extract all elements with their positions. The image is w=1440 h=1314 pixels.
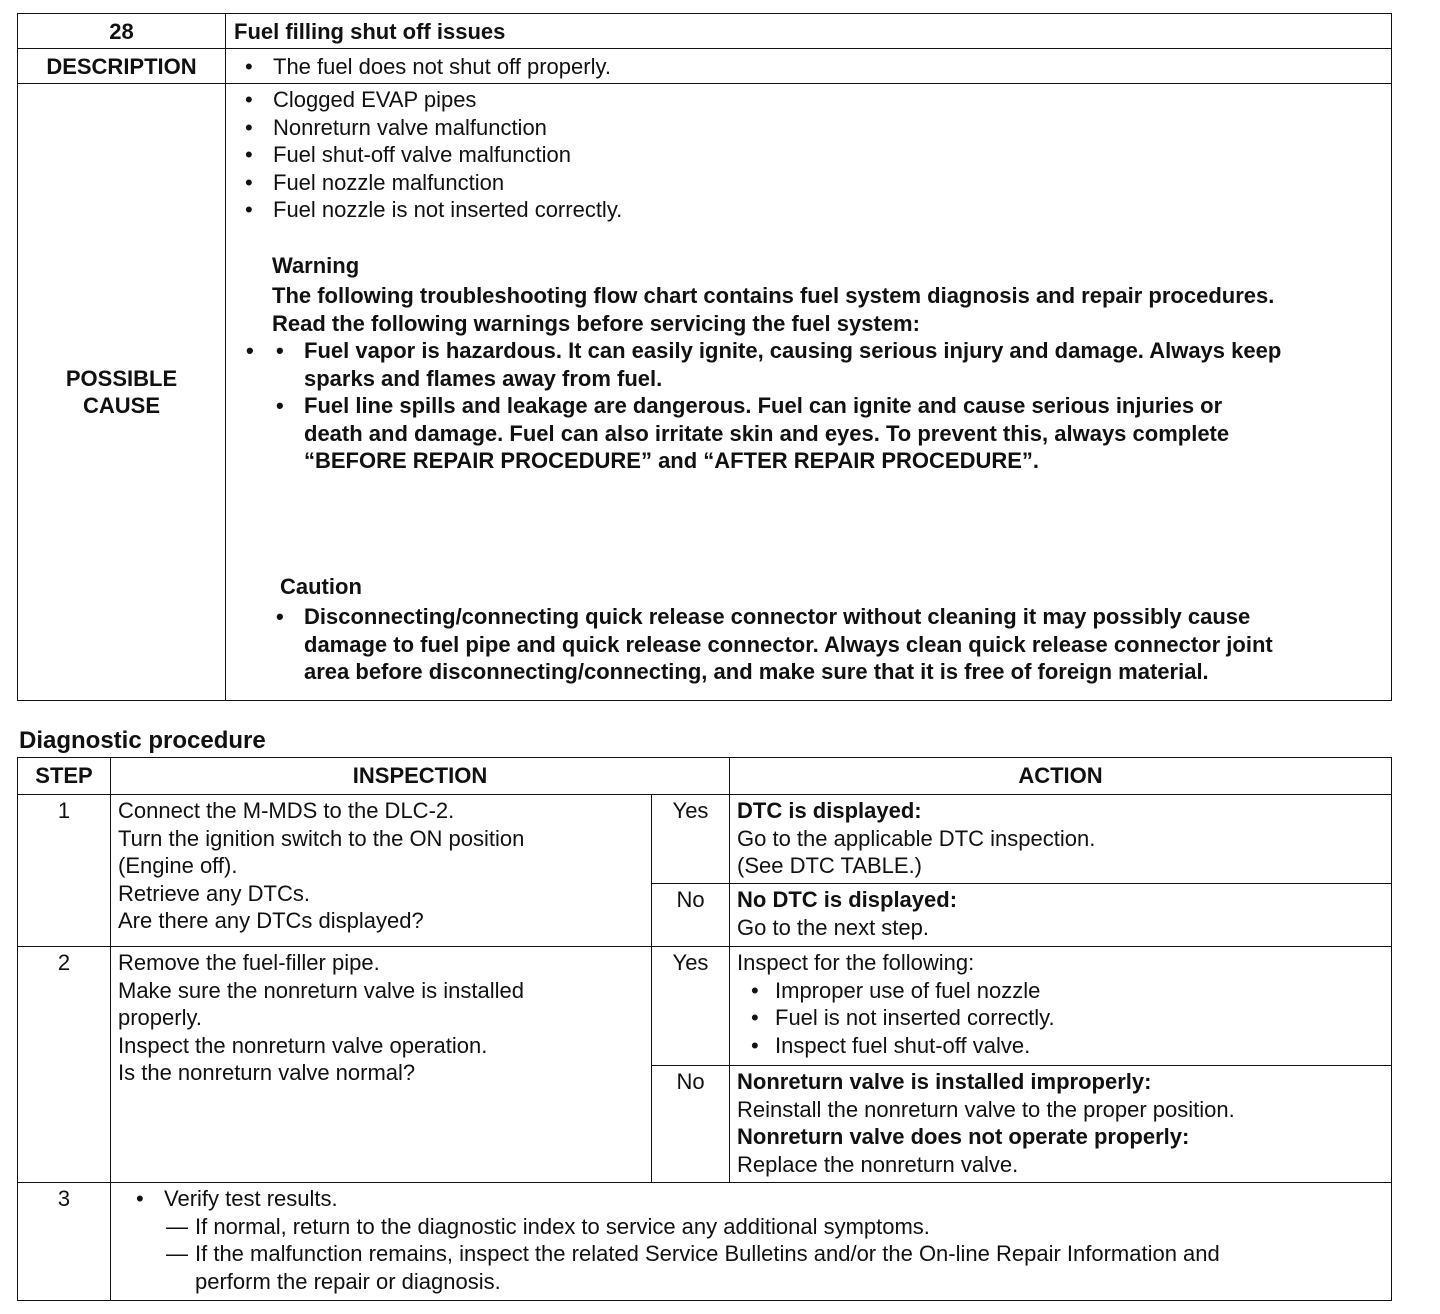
cause-item: • Fuel nozzle is not inserted correctly. (234, 196, 1391, 224)
no-action: Nonreturn valve is installed improperly: Reinstall the nonreturn valve to the proper position. Nonreturn valve does not operate properly: Replace the nonreturn valve. (730, 1066, 1392, 1183)
step-inspection: Remove the fuel-filler pipe. Make sure the nonreturn valve is installed properly. Inspect the nonreturn valve operation. Is the nonreturn valve normal? (111, 947, 652, 1183)
header-inspection: INSPECTION (111, 758, 730, 795)
symptom-table (17, 13, 1392, 701)
caution-title: Caution (280, 573, 362, 599)
list-item: • Inspect fuel shut-off valve. (737, 1032, 1391, 1060)
diagnostic-table (17, 757, 1392, 1301)
table-row (18, 947, 1392, 1066)
list-item: — If the malfunction remains, inspect the related Service Bulletins and/or the On-line Repair Information and (118, 1240, 1391, 1268)
step-inspection: Connect the M-MDS to the DLC-2. Turn the ignition switch to the ON position (Engine off). Retrieve any DTCs. Are there any DTCs displayed? (111, 795, 652, 947)
yes-label: Yes (652, 795, 730, 884)
list-item: • Fuel is not inserted correctly. (737, 1004, 1391, 1032)
list-item-continuation: perform the repair or diagnosis. (195, 1268, 501, 1294)
list-item: • Verify test results. (118, 1185, 1391, 1213)
warning-title: Warning (272, 252, 360, 278)
symptom-title: Fuel filling shut off issues (226, 14, 1392, 49)
no-label: No (652, 1066, 730, 1183)
cause-item: • Clogged EVAP pipes (234, 86, 1391, 114)
diagnostic-procedure-title: Diagnostic procedure (19, 727, 266, 754)
warning-intro: The following troubleshooting flow chart contains fuel system diagnosis and repair procedures. (272, 283, 1275, 308)
header-step: STEP (18, 758, 111, 795)
warning-intro: Read the following warnings before servicing the fuel system: (272, 310, 920, 336)
table-row (18, 795, 1392, 884)
yes-action: Inspect for the following: • Improper use of fuel nozzle • Fuel is not inserted correctly. • Inspect fuel shut-off valve. (730, 947, 1392, 1066)
warning-item: • • Fuel vapor is hazardous. It can easily ignite, causing serious injury and damage. Always keep sparks and flames away from fuel. (234, 337, 1405, 392)
caution-block (234, 573, 1391, 686)
caution-item: • Disconnecting/connecting quick release connector without cleaning it may possibly cause damage to fuel pipe and quick release connector. Always clean quick release connector joint area before disconnecting/connecting, and make sure that it is free of foreign material. (276, 604, 1273, 684)
step-verify (111, 1183, 1392, 1301)
no-action: No DTC is displayed: Go to the next step. (730, 884, 1392, 947)
no-label: No (652, 884, 730, 947)
cause-item: • Fuel nozzle malfunction (234, 169, 1391, 197)
header-action: ACTION (730, 758, 1392, 795)
list-item: • Improper use of fuel nozzle (737, 977, 1391, 1005)
cause-item: • Nonreturn valve malfunction (234, 114, 1391, 142)
bullet-icon: • (276, 393, 284, 418)
description-cell (226, 49, 1392, 84)
bullet-icon: • (276, 604, 284, 629)
warning-block (234, 252, 1405, 338)
table-row (18, 1183, 1392, 1301)
step-number: 1 (18, 795, 111, 947)
possible-cause-label-line1: POSSIBLE (65, 365, 178, 391)
step-number: 2 (18, 947, 111, 1183)
possible-cause-label (18, 84, 226, 701)
yes-action: DTC is displayed: Go to the applicable DTC inspection. (See DTC TABLE.) (730, 795, 1392, 884)
possible-cause-cell (226, 84, 1392, 701)
possible-cause-label-line2: CAUSE (82, 393, 160, 418)
bullet-icon: • • (276, 338, 284, 363)
yes-label: Yes (652, 947, 730, 1066)
description-text: • The fuel does not shut off properly. (234, 53, 1391, 81)
cause-item: • Fuel shut-off valve malfunction (234, 141, 1391, 169)
step-number: 3 (18, 1183, 111, 1301)
description-label: DESCRIPTION (18, 49, 226, 84)
list-item: — If normal, return to the diagnostic index to service any additional symptoms. (118, 1213, 1391, 1241)
symptom-number: 28 (18, 14, 226, 49)
warning-item: • Fuel line spills and leakage are dangerous. Fuel can ignite and cause serious injuries or death and damage. Fuel can also irritate skin and eyes. To prevent this, always complete “BEFORE REPAIR PROCEDURE” and “AFTER REPAIR PROCEDURE”. (276, 393, 1230, 473)
